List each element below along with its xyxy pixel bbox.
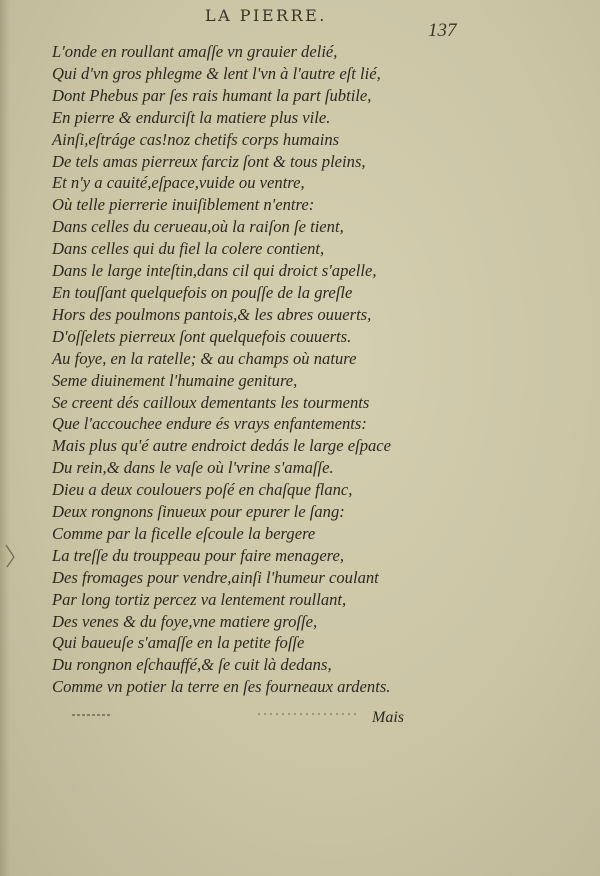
verse-line: Des fromages pour vendre,ainſi l'humeur coulant: [52, 567, 379, 587]
verse-line: Hors des poulmons pantois,& les abres ouuerts,: [52, 304, 372, 324]
verse-line: Où telle pierrerie inuiſiblement n'entre:: [52, 195, 315, 215]
verse-line: Se creent dés cailloux dementants les tourments: [52, 392, 370, 412]
running-title: LA PIERRE.: [205, 6, 327, 25]
poem-text: [52, 41, 552, 698]
verse-line: Du rongnon eſchauffé,& ſe cuit là dedans,: [52, 655, 332, 675]
verse-line: Dans celles du cerueau,où la raiſon ſe tient,: [52, 217, 344, 237]
verse-line: D'oſſelets pierreux ſont quelquefois couuerts.: [52, 326, 352, 346]
verse-line: En pierre & endurciſt la matiere plus vile.: [52, 107, 331, 127]
verse-line: Que l'accouchee endure és vrays enfantements:: [52, 414, 367, 434]
verse-line: Dans celles qui du fiel la colere contient,: [52, 239, 325, 259]
verse-line: Ainſi,eſtráge cas!noz chetifs corps humains: [52, 129, 340, 149]
verse-line: Dans le large inteſtin,dans cil qui droict s'apelle,: [52, 261, 377, 281]
verse-line: Par long tortiz percez va lentement roullant,: [52, 589, 347, 609]
verse-line: En touſſant quelquefois on pouſſe de la greſle: [52, 282, 353, 302]
verse-line: Comme vn potier la terre en ſes fourneaux ardents.: [52, 677, 391, 697]
verse-line: Du rein,& dans le vaſe où l'vrine s'amaſſe.: [52, 458, 334, 478]
page-number: 137: [428, 20, 457, 41]
margin-tick-mark: [4, 543, 18, 569]
page-edge-shadow: [0, 0, 10, 876]
verse-line: Mais plus qu'é autre endroict dedás le large eſpace: [52, 436, 392, 456]
verse-line: La treſſe du trouppeau pour faire menagere,: [52, 545, 345, 565]
ink-smudge-mark: [72, 714, 112, 716]
catchword: Mais: [372, 709, 404, 726]
verse-line: Au foye, en la ratelle; & au champs où nature: [52, 348, 357, 368]
verse-line: Comme par la ficelle eſcoule la bergere: [52, 523, 316, 543]
verse-line: Deux rongnons ſinueux pour epurer le ſang:: [52, 502, 345, 522]
verse-line: Dieu a deux coulouers poſé en chaſque flanc,: [52, 480, 353, 500]
verse-line: Seme diuinement l'humaine geniture,: [52, 370, 298, 390]
verse-line: Dont Phebus par ſes rais humant la part ſubtile,: [52, 85, 372, 105]
verse-line: L'onde en roullant amaſſe vn grauier delié,: [52, 42, 338, 61]
verse-line: De tels amas pierreux farciz ſont & tous pleins,: [52, 151, 366, 171]
page-header: [0, 6, 600, 41]
verse-line: Des venes & du foye,vne matiere groſſe,: [52, 611, 318, 631]
ink-bleed-mark: [258, 713, 358, 715]
verse-line: Et n'y a cauité,eſpace,vuide ou ventre,: [52, 173, 305, 193]
verse-line: Qui baueuſe s'amaſſe en la petite foſſe: [52, 633, 305, 653]
verse-line: Qui d'vn gros phlegme & lent l'vn à l'autre eſt lié,: [52, 63, 381, 83]
